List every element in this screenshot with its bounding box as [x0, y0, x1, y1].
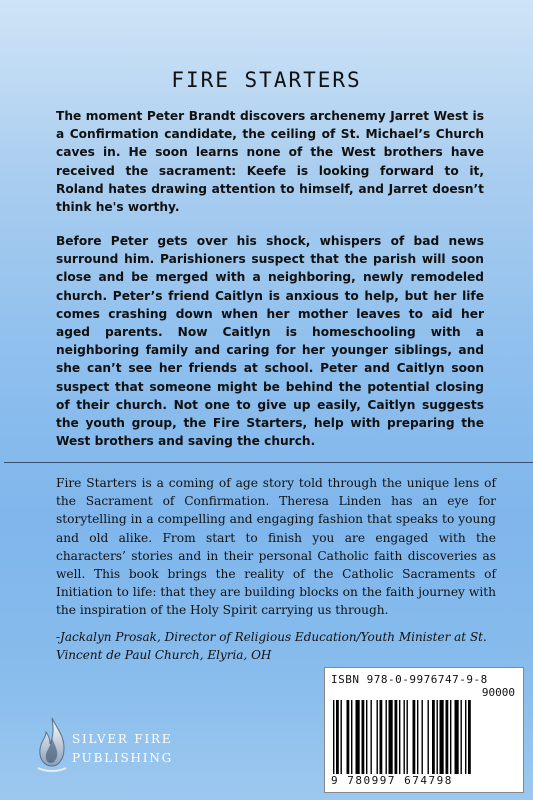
- publisher-name-line-1: SILVER FIRE: [72, 732, 173, 746]
- barcode-bar: [428, 700, 429, 774]
- barcode-bar: [450, 700, 451, 774]
- blurb-paragraph-1: The moment Peter Brandt discovers archenemy Jarret West is a Confirmation candidate, the ceiling of St. Michael’s Church caves in. He soon learns none of the West brothers have received the sacrament: Keefe is looking forward to it, Roland hates drawing attention to himself, and Jarret doesn’t think he's worthy.: [56, 109, 484, 215]
- barcode-bar: [341, 700, 342, 774]
- barcode-bar: [386, 700, 387, 774]
- barcode-bar: [356, 700, 360, 774]
- barcode-bar: [465, 700, 466, 774]
- barcode-box: [324, 667, 524, 793]
- barcode-bar: [440, 700, 444, 774]
- publisher-name: [72, 730, 173, 768]
- barcode-bar: [437, 700, 438, 774]
- ean-digits: 9 780997 674798: [331, 774, 453, 787]
- barcode-bar: [371, 700, 372, 774]
- barcode-icon: [331, 700, 517, 774]
- barcode-bar: [432, 700, 435, 774]
- barcode-bar: [380, 700, 383, 774]
- barcode-bar: [389, 700, 393, 774]
- barcode-bar: [366, 700, 367, 774]
- book-title: FIRE STARTERS: [171, 68, 362, 92]
- barcode-bar: [362, 700, 365, 774]
- barcode-bar: [461, 700, 462, 774]
- barcode-bar: [336, 700, 339, 774]
- barcode-bar: [468, 700, 471, 774]
- flame-logo-icon: [34, 716, 70, 774]
- barcode-bar: [446, 700, 449, 774]
- barcode-bar: [351, 700, 352, 774]
- review-quote: Fire Starters is a coming of age story told through the unique lens of the Sacrament of Confirmation. Theresa Linden has an eye for storytelling in a compelling and engaging fashion that speaks to young and old alike. From start to finish you are engaged with the characters’ stories and in their personal Catholic faith discoveries as well. This book brings the reality of the Catholic Sacraments of Initiation to life: that they are building blocks on the faith journey with the inspiration of the Holy Spirit carrying us through.: [56, 476, 496, 618]
- barcode-bar: [377, 700, 378, 774]
- review-attribution: -Jackalyn Prosak, Director of Religious Education/Youth Minister at St. Vincent de Paul Church, Elyria, OH: [56, 630, 487, 663]
- barcode-bar: [399, 700, 400, 774]
- publisher-name-line-2: PUBLISHING: [72, 751, 174, 765]
- publisher-logo: [34, 716, 194, 776]
- barcode-bar: [455, 700, 459, 774]
- barcode-bar: [333, 700, 334, 774]
- divider-line: [4, 462, 533, 463]
- barcode-bar: [395, 700, 398, 774]
- barcode-bar: [422, 700, 423, 774]
- barcode-bar: [407, 700, 408, 774]
- isbn-text: ISBN 978-0-9976747-9-8: [331, 673, 488, 686]
- blurb-paragraph-2: Before Peter gets over his shock, whispers of bad news surround him. Parishioners suspect that the parish will soon close and be merged with a neighboring, newly remodeled church. Peter’s friend Caitlyn is anxious to help, but her life comes crashing down when her mother leaves to aid her aged parents. Now Caitlyn is homeschooling with a neighboring family and caring for her younger siblings, and she can’t see her friends at school. Peter and Caitlyn soon suspect that someone might be behind the potential closing of their church. Not one to give up easily, Caitlyn suggests the youth group, the Fire Starters, help with preparing the West brothers and saving the church.: [56, 234, 484, 449]
- barcode-bar: [347, 700, 350, 774]
- barcode-bar: [413, 700, 416, 774]
- barcode-bar: [417, 700, 418, 774]
- price-code: 90000: [481, 686, 515, 699]
- barcode-bar: [404, 700, 405, 774]
